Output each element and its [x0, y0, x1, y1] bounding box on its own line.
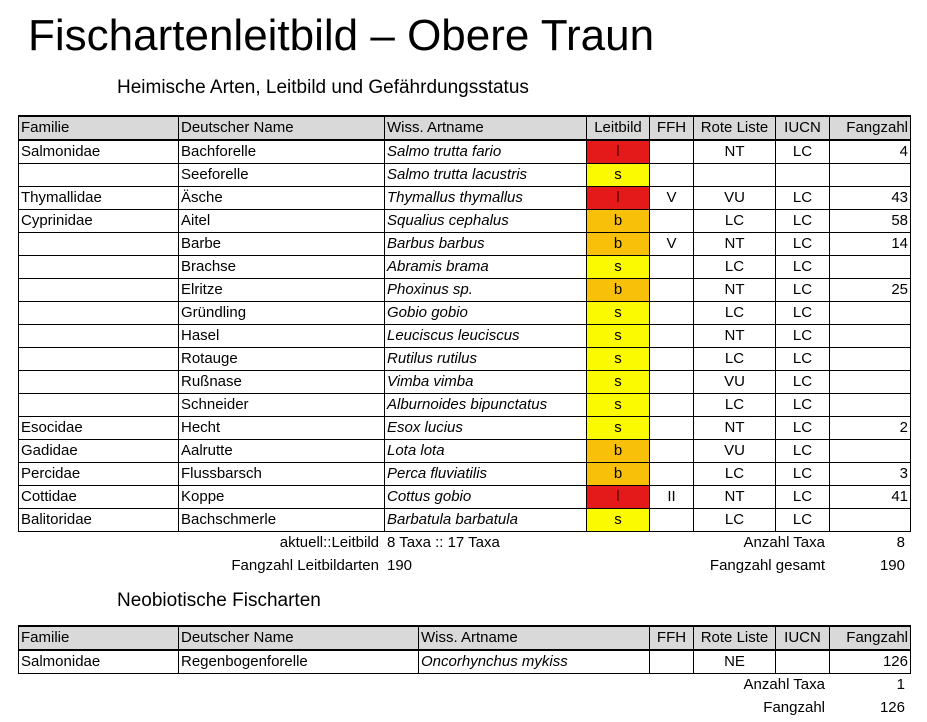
- col-header-ffh: FFH: [650, 626, 694, 650]
- neo-fangzahl-label: Fangzahl: [763, 699, 825, 716]
- table-row: [19, 164, 911, 187]
- cell-leitbild: s: [587, 302, 650, 325]
- cell-leitbild: s: [587, 325, 650, 348]
- cell-fangzahl: [830, 302, 911, 325]
- fangzahl-leitbildarten-value: 190: [387, 557, 413, 574]
- cell-fangzahl: [830, 509, 911, 532]
- cell-iucn: LC: [776, 348, 830, 371]
- cell-leitbild: s: [587, 256, 650, 279]
- cell-deutscher-name: Flussbarsch: [179, 463, 385, 486]
- cell-leitbild: l: [587, 187, 650, 210]
- page-title: Fischartenleitbild – Obere Traun: [28, 11, 655, 60]
- cell-ffh: [650, 302, 694, 325]
- cell-fangzahl: 3: [830, 463, 911, 486]
- table-row: [19, 440, 911, 463]
- cell-wiss-artname: Salmo trutta lacustris: [385, 164, 587, 187]
- cell-deutscher-name: Bachforelle: [179, 140, 385, 164]
- cell-fangzahl: 41: [830, 486, 911, 509]
- cell-wiss-artname: Cottus gobio: [385, 486, 587, 509]
- neo-anzahl-taxa-label: Anzahl Taxa: [743, 676, 825, 693]
- cell-deutscher-name: Barbe: [179, 233, 385, 256]
- cell-rote-liste: LC: [694, 509, 776, 532]
- cell-familie: Cottidae: [19, 486, 179, 509]
- ratio-value: 8 Taxa :: 17 Taxa: [387, 534, 500, 551]
- cell-ffh: [650, 279, 694, 302]
- table-row: [19, 233, 911, 256]
- col-header-deutscher-name: Deutscher Name: [179, 116, 385, 140]
- table-header-row: [19, 626, 911, 650]
- cell-iucn: LC: [776, 302, 830, 325]
- neo-fangzahl-value: 126: [879, 699, 905, 716]
- cell-leitbild: s: [587, 394, 650, 417]
- cell-ffh: [650, 325, 694, 348]
- cell-rote-liste: LC: [694, 463, 776, 486]
- cell-rote-liste: [694, 164, 776, 187]
- cell-iucn: LC: [776, 371, 830, 394]
- cell-leitbild: b: [587, 279, 650, 302]
- cell-iucn: LC: [776, 486, 830, 509]
- cell-rote-liste: LC: [694, 394, 776, 417]
- cell-wiss-artname: Alburnoides bipunctatus: [385, 394, 587, 417]
- col-header-fangzahl: Fangzahl: [830, 116, 911, 140]
- cell-leitbild: l: [587, 486, 650, 509]
- col-header-wiss-artname: Wiss. Artname: [419, 626, 650, 650]
- cell-familie: [19, 302, 179, 325]
- cell-deutscher-name: Koppe: [179, 486, 385, 509]
- cell-familie: Cyprinidae: [19, 210, 179, 233]
- cell-fangzahl: [830, 164, 911, 187]
- cell-ffh: II: [650, 486, 694, 509]
- cell-ffh: [650, 371, 694, 394]
- cell-deutscher-name: Rußnase: [179, 371, 385, 394]
- neobiota-heading: Neobiotische Fischarten: [117, 590, 321, 611]
- cell-wiss-artname: Thymallus thymallus: [385, 187, 587, 210]
- cell-ffh: V: [650, 187, 694, 210]
- cell-familie: Salmonidae: [19, 140, 179, 164]
- cell-iucn: LC: [776, 233, 830, 256]
- cell-familie: [19, 164, 179, 187]
- cell-rote-liste: NE: [694, 650, 776, 674]
- anzahl-taxa-label: Anzahl Taxa: [743, 534, 825, 551]
- cell-fangzahl: [830, 440, 911, 463]
- cell-iucn: LC: [776, 140, 830, 164]
- cell-familie: Gadidae: [19, 440, 179, 463]
- cell-familie: [19, 394, 179, 417]
- cell-familie: [19, 371, 179, 394]
- cell-ffh: [650, 650, 694, 674]
- cell-rote-liste: VU: [694, 187, 776, 210]
- cell-ffh: [650, 348, 694, 371]
- cell-deutscher-name: Schneider: [179, 394, 385, 417]
- cell-fangzahl: 58: [830, 210, 911, 233]
- cell-leitbild: b: [587, 233, 650, 256]
- table-row: [19, 371, 911, 394]
- cell-wiss-artname: Barbatula barbatula: [385, 509, 587, 532]
- native-species-table: [18, 115, 911, 532]
- cell-leitbild: s: [587, 348, 650, 371]
- cell-wiss-artname: Oncorhynchus mykiss: [419, 650, 650, 674]
- cell-rote-liste: NT: [694, 325, 776, 348]
- cell-deutscher-name: Rotauge: [179, 348, 385, 371]
- cell-rote-liste: VU: [694, 440, 776, 463]
- cell-wiss-artname: Salmo trutta fario: [385, 140, 587, 164]
- cell-leitbild: s: [587, 164, 650, 187]
- table-row: [19, 140, 911, 164]
- col-header-deutscher-name: Deutscher Name: [179, 626, 419, 650]
- cell-leitbild: s: [587, 371, 650, 394]
- cell-leitbild: b: [587, 463, 650, 486]
- cell-leitbild: s: [587, 417, 650, 440]
- cell-familie: Salmonidae: [19, 650, 179, 674]
- cell-deutscher-name: Aalrutte: [179, 440, 385, 463]
- table-row: [19, 279, 911, 302]
- cell-fangzahl: 25: [830, 279, 911, 302]
- cell-wiss-artname: Phoxinus sp.: [385, 279, 587, 302]
- table-row: [19, 187, 911, 210]
- cell-deutscher-name: Gründling: [179, 302, 385, 325]
- cell-ffh: [650, 463, 694, 486]
- cell-fangzahl: 43: [830, 187, 911, 210]
- cell-iucn: LC: [776, 279, 830, 302]
- col-header-familie: Familie: [19, 626, 179, 650]
- cell-leitbild: b: [587, 440, 650, 463]
- cell-deutscher-name: Hecht: [179, 417, 385, 440]
- cell-iucn: LC: [776, 210, 830, 233]
- cell-rote-liste: LC: [694, 210, 776, 233]
- anzahl-taxa-value: 8: [896, 534, 905, 551]
- cell-wiss-artname: Esox lucius: [385, 417, 587, 440]
- cell-deutscher-name: Äsche: [179, 187, 385, 210]
- cell-iucn: LC: [776, 440, 830, 463]
- cell-wiss-artname: Leuciscus leuciscus: [385, 325, 587, 348]
- table-row: [19, 210, 911, 233]
- cell-ffh: V: [650, 233, 694, 256]
- cell-leitbild: b: [587, 210, 650, 233]
- cell-ffh: [650, 394, 694, 417]
- cell-deutscher-name: Brachse: [179, 256, 385, 279]
- native-species-heading: Heimische Arten, Leitbild und Gefährdungsstatus: [117, 77, 529, 98]
- cell-wiss-artname: Barbus barbus: [385, 233, 587, 256]
- table-row: [19, 417, 911, 440]
- cell-ffh: [650, 417, 694, 440]
- cell-rote-liste: LC: [694, 302, 776, 325]
- cell-rote-liste: LC: [694, 348, 776, 371]
- cell-iucn: LC: [776, 509, 830, 532]
- cell-familie: [19, 279, 179, 302]
- cell-fangzahl: 4: [830, 140, 911, 164]
- cell-rote-liste: NT: [694, 233, 776, 256]
- col-header-iucn: IUCN: [776, 626, 830, 650]
- cell-iucn: [776, 164, 830, 187]
- cell-deutscher-name: Seeforelle: [179, 164, 385, 187]
- cell-fangzahl: 2: [830, 417, 911, 440]
- cell-ffh: [650, 509, 694, 532]
- ratio-label: aktuell::Leitbild: [279, 534, 379, 551]
- cell-ffh: [650, 140, 694, 164]
- cell-iucn: LC: [776, 187, 830, 210]
- cell-ffh: [650, 440, 694, 463]
- cell-deutscher-name: Regenbogenforelle: [179, 650, 419, 674]
- neobiota-table: [18, 625, 911, 674]
- table-row: [19, 650, 911, 674]
- col-header-leitbild: Leitbild: [587, 116, 650, 140]
- table-row: [19, 348, 911, 371]
- cell-fangzahl: 126: [830, 650, 911, 674]
- cell-familie: [19, 325, 179, 348]
- cell-fangzahl: [830, 325, 911, 348]
- cell-familie: [19, 233, 179, 256]
- cell-wiss-artname: Lota lota: [385, 440, 587, 463]
- col-header-familie: Familie: [19, 116, 179, 140]
- cell-fangzahl: [830, 394, 911, 417]
- col-header-ffh: FFH: [650, 116, 694, 140]
- cell-wiss-artname: Perca fluviatilis: [385, 463, 587, 486]
- cell-ffh: [650, 164, 694, 187]
- cell-wiss-artname: Gobio gobio: [385, 302, 587, 325]
- cell-rote-liste: NT: [694, 279, 776, 302]
- cell-leitbild: l: [587, 140, 650, 164]
- cell-fangzahl: [830, 256, 911, 279]
- fangzahl-gesamt-label: Fangzahl gesamt: [709, 557, 825, 574]
- cell-deutscher-name: Elritze: [179, 279, 385, 302]
- col-header-rote-liste: Rote Liste: [694, 116, 776, 140]
- fangzahl-leitbildarten-label: Fangzahl Leitbildarten: [231, 557, 379, 574]
- table-row: [19, 394, 911, 417]
- cell-familie: [19, 256, 179, 279]
- col-header-rote-liste: Rote Liste: [694, 626, 776, 650]
- cell-familie: Thymallidae: [19, 187, 179, 210]
- col-header-fangzahl: Fangzahl: [830, 626, 911, 650]
- cell-rote-liste: NT: [694, 486, 776, 509]
- table-row: [19, 509, 911, 532]
- cell-rote-liste: LC: [694, 256, 776, 279]
- cell-deutscher-name: Aitel: [179, 210, 385, 233]
- table-row: [19, 302, 911, 325]
- fangzahl-gesamt-value: 190: [879, 557, 905, 574]
- table-row: [19, 256, 911, 279]
- cell-iucn: LC: [776, 417, 830, 440]
- cell-iucn: [776, 650, 830, 674]
- cell-familie: Balitoridae: [19, 509, 179, 532]
- cell-wiss-artname: Squalius cephalus: [385, 210, 587, 233]
- cell-iucn: LC: [776, 394, 830, 417]
- table-header-row: [19, 116, 911, 140]
- cell-fangzahl: 14: [830, 233, 911, 256]
- cell-rote-liste: VU: [694, 371, 776, 394]
- table-row: [19, 325, 911, 348]
- cell-fangzahl: [830, 348, 911, 371]
- cell-familie: Esocidae: [19, 417, 179, 440]
- cell-rote-liste: NT: [694, 140, 776, 164]
- cell-familie: [19, 348, 179, 371]
- cell-wiss-artname: Abramis brama: [385, 256, 587, 279]
- cell-deutscher-name: Bachschmerle: [179, 509, 385, 532]
- col-header-iucn: IUCN: [776, 116, 830, 140]
- cell-familie: Percidae: [19, 463, 179, 486]
- table-row: [19, 486, 911, 509]
- cell-fangzahl: [830, 371, 911, 394]
- neo-anzahl-taxa-value: 1: [896, 676, 905, 693]
- cell-iucn: LC: [776, 463, 830, 486]
- cell-iucn: LC: [776, 256, 830, 279]
- table-row: [19, 463, 911, 486]
- cell-deutscher-name: Hasel: [179, 325, 385, 348]
- col-header-wiss-artname: Wiss. Artname: [385, 116, 587, 140]
- cell-ffh: [650, 256, 694, 279]
- cell-leitbild: s: [587, 509, 650, 532]
- cell-wiss-artname: Vimba vimba: [385, 371, 587, 394]
- cell-iucn: LC: [776, 325, 830, 348]
- cell-ffh: [650, 210, 694, 233]
- cell-wiss-artname: Rutilus rutilus: [385, 348, 587, 371]
- cell-rote-liste: NT: [694, 417, 776, 440]
